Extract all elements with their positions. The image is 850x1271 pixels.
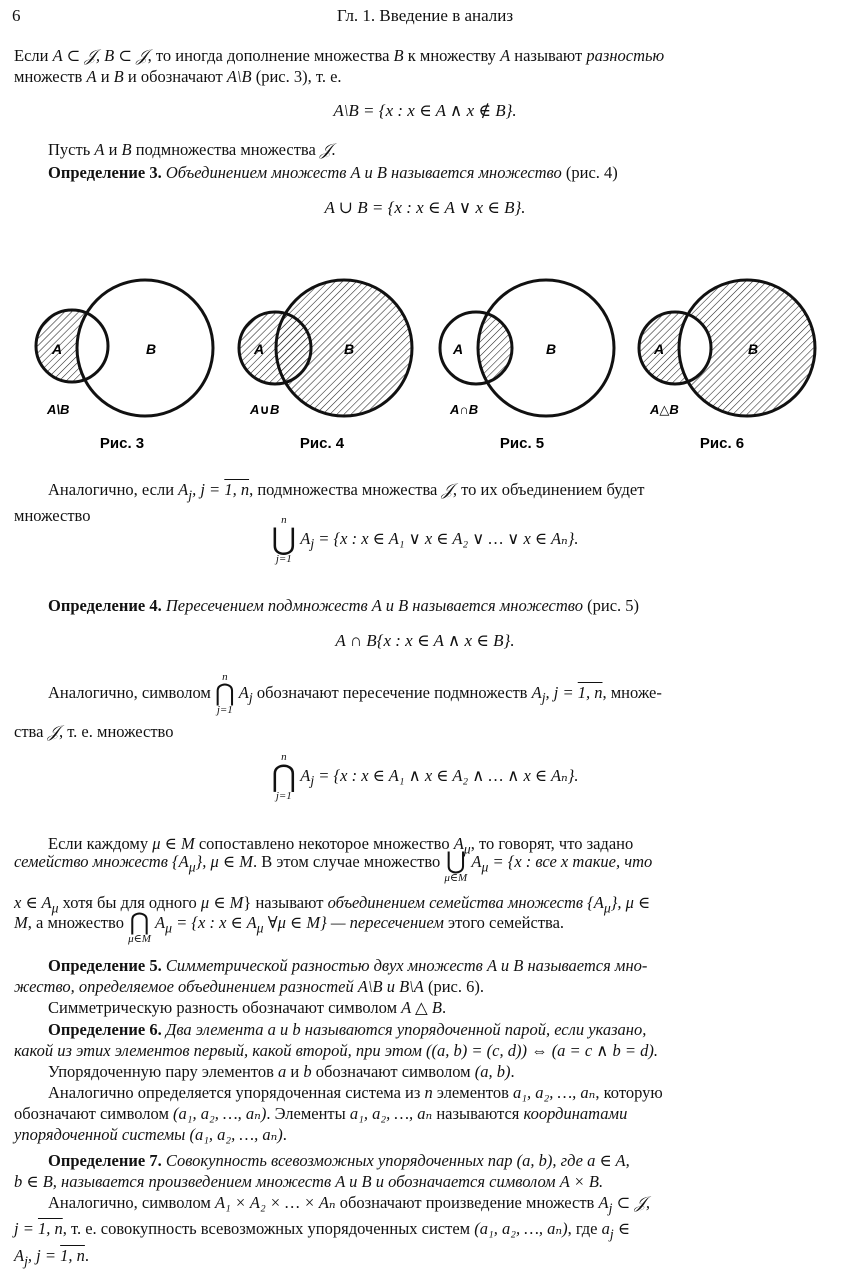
- formula-big-intersection: n ⋂ j=1 $A_j = \{x$ : x ∈ A₁ ∧ x ∈ A₂ ∧ … ∧ x ∈ Aₙ}.: [271, 751, 579, 802]
- fig3-label-b: B: [146, 341, 157, 357]
- paragraph-family-l1: Если каждому μ ∈ M сопоставлено некоторое множество $A_\mu$, то говорят, что задано: [48, 834, 634, 857]
- figure-3-difference: [36, 280, 213, 452]
- definition-5: Определение 5. Симметрической разностью двух множеств A и B называется мно- жество, определяемое объединением разностей A\B и B\A (рис. 6). Симметрическую разность обозначают символом A △ B.: [14, 956, 648, 1017]
- definition-6: Определение 6. Два элемента a и b называются упорядоченной парой, если указано, какой из этих элементов первый, какой второй, при этом ((a, b) = (c, d)) ⇔ (a = c ∧ b = d). Упорядоченную пару элементов a и b обозначают символом (a, b). Аналогично определяется упорядоченная система из n элементов a₁, a₂, …, aₙ, которую обозначают символом (a₁, a₂, …, aₙ). Элементы a₁, a₂, …, aₙ называются координатами упорядоченной системы (a₁, a₂, …, aₙ).: [14, 1020, 663, 1144]
- fig6-label-a: A: [654, 341, 665, 357]
- fig3-set-label: A\B: [47, 402, 70, 417]
- formula-big-union: n ⋃ j=1 $A_j = \{x$ : x ∈ A₁ ∨ x ∈ A₂ ∨ … ∨ x ∈ Aₙ}.: [271, 514, 579, 565]
- formula-difference: A\B = {x : x ∈ A ∧ x ∉ B}.: [333, 101, 517, 120]
- figure-4-union: [239, 280, 412, 452]
- fig3-label-a: A: [52, 341, 63, 357]
- fig6-caption: Рис. 6: [699, 435, 745, 452]
- paragraph-intersection-family-1: Аналогично, символом n ⋂ j=1 $A_j$ обозначают пересечение подмножеств $A_j$, j = 1, n, множе-: [48, 671, 662, 716]
- fig5-set-label: A∩B: [450, 402, 479, 417]
- formula-intersection: A ∩ B{x : x ∈ A ∧ x ∈ B}.: [335, 631, 515, 650]
- venn-figures: [0, 270, 850, 460]
- definition-4: Определение 4. Пересечением подмножеств A и B называется множество (рис. 5): [48, 596, 640, 615]
- paragraph-difference: Если A ⊂ 𝒥, B ⊂ 𝒥, то иногда дополнение множества B к множеству A называют разностью множеств A и B и обозначают A\B (рис. 3), т. е.: [14, 46, 665, 86]
- fig5-caption: Рис. 5: [499, 435, 545, 452]
- page-number: 6: [12, 6, 21, 25]
- formula-union: A ∪ B = {x : x ∈ A ∨ x ∈ B}.: [324, 198, 526, 217]
- fig4-label-b: B: [344, 341, 355, 357]
- fig5-label-b: B: [546, 341, 557, 357]
- fig5-label-a: A: [453, 341, 464, 357]
- definition-3: Определение 3. Объединением множеств A и B называется множество (рис. 4): [48, 163, 618, 182]
- figure-5-intersection: [440, 280, 614, 452]
- figure-6-symmetric-difference: [639, 280, 815, 452]
- fig4-set-label: A∪B: [250, 402, 280, 417]
- fig4-caption: Рис. 4: [299, 435, 345, 452]
- paragraph-subsets: Пусть A и B подмножества множества 𝒥.: [48, 140, 336, 159]
- paragraph-family-l2: семейство множеств $\{A_\mu\}$, μ ∈ M. В этом случае множество ⋃ μ∈M $A_\mu = \{x$ : все x такие, что: [14, 849, 653, 884]
- fig3-caption: Рис. 3: [99, 435, 145, 452]
- paragraph-intersection-family-2: ства 𝒥, т. е. множество: [14, 722, 174, 741]
- running-title: Гл. 1. Введение в анализ: [336, 6, 514, 25]
- fig4-label-a: A: [254, 341, 265, 357]
- paragraph-family-l4: M, а множество ⋂ μ∈M $A_\mu = \{x$ : x ∈ $A_\mu$ ∀μ ∈ M} — пересечением этого семейства.: [14, 910, 565, 945]
- paragraph-family-l3: x ∈ $A_\mu$ хотя бы для одного μ ∈ M} называют объединением семейства множеств $\{A_\mu\}$, μ ∈: [14, 893, 651, 916]
- paragraph-union-family: Аналогично, если $A_j$, j = 1, n, подмножества множества 𝒥, то их объединением будет множество: [14, 480, 645, 526]
- fig6-label-b: B: [748, 341, 759, 357]
- definition-7: Определение 7. Совокупность всевозможных упорядоченных пар (a, b), где a ∈ A, b ∈ B, называется произведением множеств A и B и обозначается символом A × B. Аналогично, символом A₁ × A₂ × … × Aₙ обозначают произведение множеств $A_j$ ⊂ 𝒥, j = 1, n, т. е. совокупность всевозможных упорядоченных систем (a₁, a₂, …, aₙ), где $a_j$ ∈ $A_j$, j = 1, n.: [14, 1151, 650, 1268]
- fig6-set-label: A△B: [650, 402, 679, 417]
